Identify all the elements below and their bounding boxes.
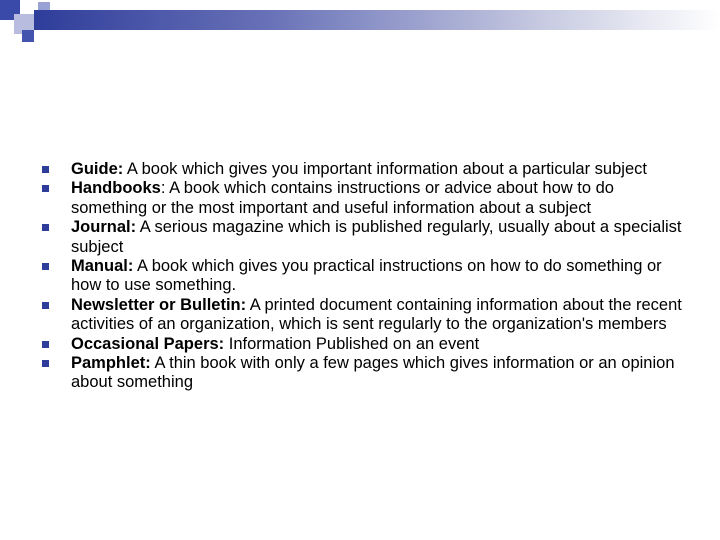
item-text: A printed document containing information about the recent activities of an organization, which is sent regularly to the organization's members [71,295,682,334]
deco-square [38,2,50,10]
item-term: Journal: [71,218,137,237]
square-bullet-icon [42,360,49,367]
item-text: : A book which contains instructions or advice about how to do something or the most important and useful information about a subject [71,179,614,217]
square-bullet-icon [42,341,49,348]
list-item [42,218,692,257]
item-text: A serious magazine which is published regularly, usually about a specialist subject [71,218,682,256]
list-item [42,335,692,354]
gradient-bar [34,10,720,30]
square-bullet-icon [42,185,49,192]
item-text: A thin book with only a few pages which gives information or an opinion about something [71,354,675,392]
item-term: Handbooks [71,179,161,198]
item-text: A book which gives you important information about a particular subject [123,160,647,178]
square-bullet-icon [42,302,49,309]
definition-list [42,160,692,393]
list-item [42,179,692,218]
item-term: Pamphlet: [71,354,151,373]
slide-content [42,160,692,393]
item-term: Newsletter or Bulletin: [71,295,247,314]
square-bullet-icon [42,263,49,270]
item-term: Manual: [71,257,134,276]
item-term: Guide: [71,160,124,178]
list-item [42,257,692,296]
item-text: A book which gives you practical instructions on how to do something or how to use something. [71,257,662,295]
list-item [42,160,692,179]
square-bullet-icon [42,224,49,231]
item-text: Information Published on an event [224,334,480,353]
item-term: Occasional Papers: [71,334,225,353]
deco-square [22,30,34,42]
list-item [42,296,692,335]
square-bullet-icon [42,166,49,173]
list-item [42,354,692,393]
header-decoration [0,0,720,50]
